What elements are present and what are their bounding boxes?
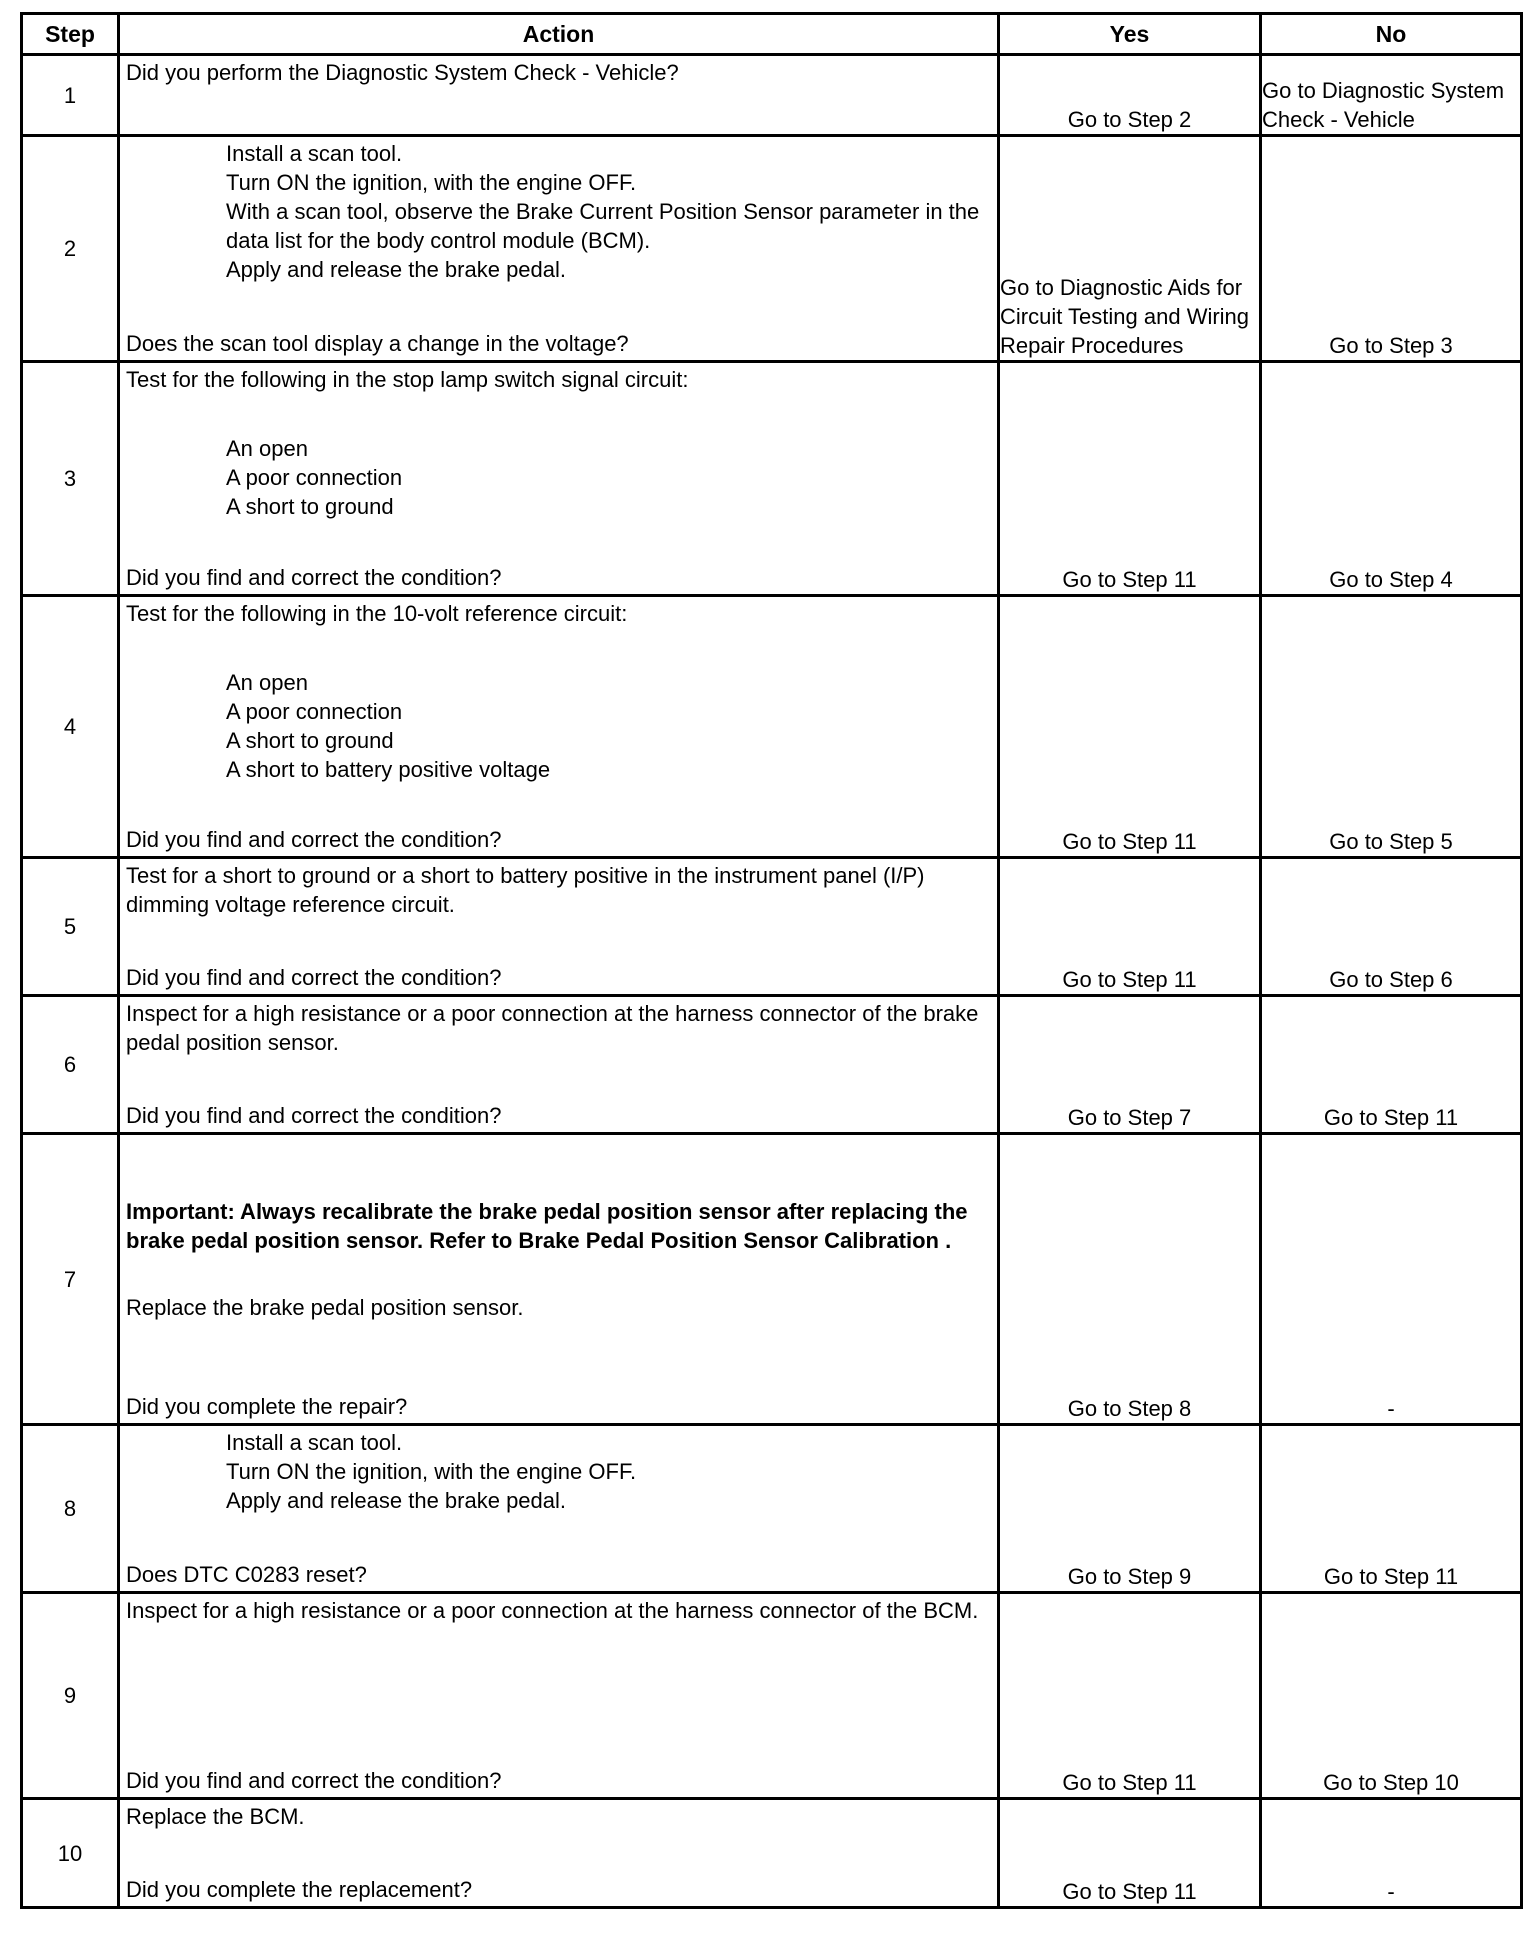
no-result: Go to Step 11 — [1261, 1425, 1522, 1593]
yes-result: Go to Step 7 — [999, 996, 1261, 1134]
table-row — [22, 1134, 1522, 1425]
condition-item: An open — [226, 436, 308, 461]
condition-item: A poor connection — [226, 699, 403, 724]
step-number: 2 — [22, 136, 119, 362]
action-intro: Test for a short to ground or a short to battery positive in the instrument panel (I/P) dimming voltage reference circuit. — [126, 863, 925, 917]
action-cell — [119, 55, 999, 136]
step-number: 6 — [22, 996, 119, 1134]
action-intro: Replace the brake pedal position sensor. — [126, 1295, 524, 1320]
condition-list — [126, 434, 991, 521]
action-question: Did you find and correct the condition? — [126, 1768, 502, 1793]
instruction-item: Turn ON the ignition, with the engine OFF. — [226, 170, 637, 195]
action-intro: Inspect for a high resistance or a poor connection at the harness connector of the brake pedal position sensor. — [126, 1001, 979, 1055]
step-number: 10 — [22, 1799, 119, 1908]
step-number: 5 — [22, 858, 119, 996]
header-no: No — [1261, 14, 1522, 55]
yes-result: Go to Step 2 — [999, 55, 1261, 136]
action-question: Did you perform the Diagnostic System Check - Vehicle? — [126, 60, 679, 85]
action-question: Did you find and correct the condition? — [126, 1103, 502, 1128]
yes-result: Go to Step 9 — [999, 1425, 1261, 1593]
yes-result: Go to Step 11 — [999, 1799, 1261, 1908]
header-yes: Yes — [999, 14, 1261, 55]
no-result: Go to Step 4 — [1261, 362, 1522, 596]
instruction-item: Turn ON the ignition, with the engine OFF. — [226, 1459, 637, 1484]
yes-result: Go to Step 11 — [999, 858, 1261, 996]
yes-result: Go to Step 11 — [999, 362, 1261, 596]
step-number: 4 — [22, 596, 119, 858]
action-intro: Replace the BCM. — [126, 1804, 305, 1829]
condition-item: A short to ground — [226, 728, 394, 753]
table-row — [22, 1799, 1522, 1908]
action-cell — [119, 1425, 999, 1593]
no-result: - — [1261, 1799, 1522, 1908]
action-cell — [119, 858, 999, 996]
step-number: 1 — [22, 55, 119, 136]
step-number: 9 — [22, 1593, 119, 1799]
no-result: Go to Step 5 — [1261, 596, 1522, 858]
no-result: Go to Step 11 — [1261, 996, 1522, 1134]
action-question: Did you find and correct the condition? — [126, 565, 502, 590]
table-row — [22, 1593, 1522, 1799]
table-row — [22, 55, 1522, 136]
yes-result: Go to Step 11 — [999, 596, 1261, 858]
instruction-item: Install a scan tool. — [226, 1430, 403, 1455]
table-row — [22, 362, 1522, 596]
diagnostic-table — [20, 12, 1523, 1909]
no-result: Go to Step 10 — [1261, 1593, 1522, 1799]
action-question: Did you find and correct the condition? — [126, 965, 502, 990]
no-result: - — [1261, 1134, 1522, 1425]
instruction-item: Install a scan tool. — [226, 141, 403, 166]
step-number: 3 — [22, 362, 119, 596]
instruction-item: Apply and release the brake pedal. — [226, 257, 567, 282]
instruction-list — [126, 139, 991, 284]
condition-item: A short to battery positive voltage — [226, 757, 551, 782]
header-row — [22, 14, 1522, 55]
yes-result: Go to Step 11 — [999, 1593, 1261, 1799]
table-row — [22, 858, 1522, 996]
table-row — [22, 596, 1522, 858]
header-step: Step — [22, 14, 119, 55]
action-cell — [119, 136, 999, 362]
action-question: Did you find and correct the condition? — [126, 827, 502, 852]
action-question: Did you complete the repair? — [126, 1394, 408, 1419]
action-intro: Test for the following in the 10-volt reference circuit: — [126, 601, 628, 626]
table-row — [22, 1425, 1522, 1593]
instruction-list — [126, 1428, 991, 1515]
important-note: Important: Always recalibrate the brake pedal position sensor after replacing the brake pedal position sensor. Refer to Brake Pedal Position Sensor Calibration . — [126, 1199, 968, 1253]
yes-result: Go to Diagnostic Aids for Circuit Testing and Wiring Repair Procedures — [999, 136, 1261, 362]
table-row — [22, 136, 1522, 362]
action-cell — [119, 1134, 999, 1425]
no-result: Go to Diagnostic System Check - Vehicle — [1261, 55, 1522, 136]
action-question: Does the scan tool display a change in the voltage? — [126, 331, 629, 356]
action-cell — [119, 362, 999, 596]
action-cell — [119, 996, 999, 1134]
condition-item: An open — [226, 670, 308, 695]
action-intro: Test for the following in the stop lamp switch signal circuit: — [126, 367, 689, 392]
table-row — [22, 996, 1522, 1134]
condition-list — [126, 668, 991, 784]
step-number: 8 — [22, 1425, 119, 1593]
yes-result: Go to Step 8 — [999, 1134, 1261, 1425]
action-cell — [119, 596, 999, 858]
action-question: Does DTC C0283 reset? — [126, 1562, 367, 1587]
header-action: Action — [119, 14, 999, 55]
condition-item: A short to ground — [226, 494, 394, 519]
instruction-item: With a scan tool, observe the Brake Current Position Sensor parameter in the data list for the body control module (BCM). — [226, 199, 980, 253]
instruction-item: Apply and release the brake pedal. — [226, 1488, 567, 1513]
condition-item: A poor connection — [226, 465, 403, 490]
step-number: 7 — [22, 1134, 119, 1425]
action-intro: Inspect for a high resistance or a poor connection at the harness connector of the BCM. — [126, 1598, 979, 1623]
action-cell — [119, 1593, 999, 1799]
action-question: Did you complete the replacement? — [126, 1877, 473, 1902]
no-result: Go to Step 6 — [1261, 858, 1522, 996]
no-result: Go to Step 3 — [1261, 136, 1522, 362]
action-cell — [119, 1799, 999, 1908]
